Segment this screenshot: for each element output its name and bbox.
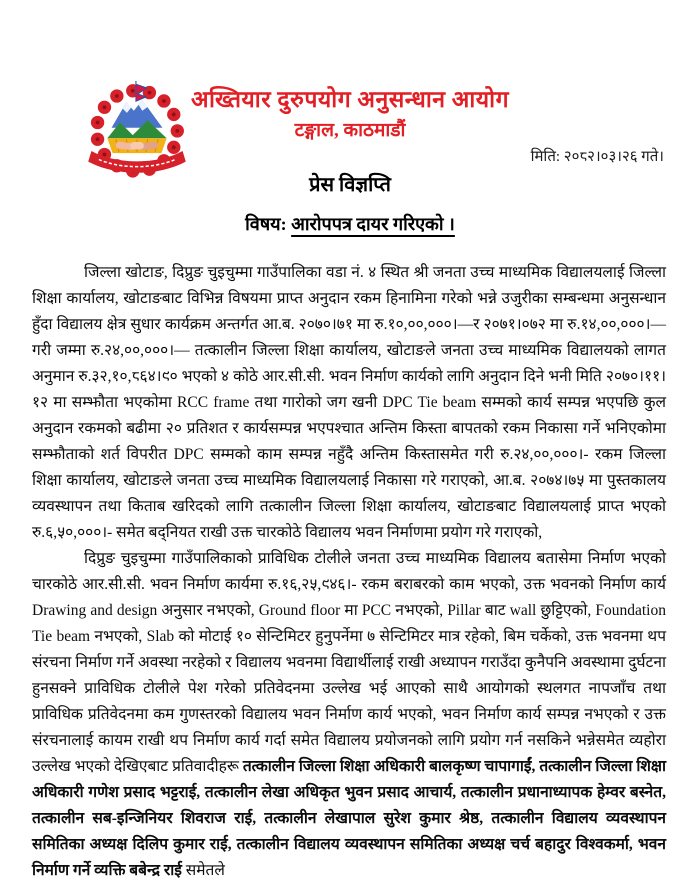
date-line: मिति: २०८२।०३।२६ गते। bbox=[530, 149, 664, 165]
press-release-title: प्रेस विज्ञप्ति bbox=[309, 174, 391, 196]
paragraph-1: जिल्ला खोटाङ, दिप्रुङ चुइचुम्मा गाउँपालिका वडा नं. ४ स्थित श्री जनता उच्च माध्यमिक विद्यालयलाई जिल्ला शिक्षा कार्यालय, खोटाङबाट विभिन्न विषयमा प्राप्त अनुदान रकम हिनामिना गरेको भन्ने उजुरीका सम्बन्धमा अनुसन्धान हुँदा विद्यालय क्षेत्र सुधार कार्यक्रम अन्तर्गत आ.ब. २०७०।७१ मा रु.१०,००,०००।—र २०७१।०७२ मा रु.१४,००,०००।— गरी जम्मा रु.२४,००,०००।— तत्कालीन जिल्ला शिक्षा कार्यालय, खोटाङले जनता उच्च माध्यमिक विद्यालयको लागत अनुमान रु.३२,१०,८६४।९० भएको ४ कोठे आर.सी.सी. भवन निर्माण कार्यको लागि अनुदान दिने भनी मिति २०७०।११।१२ मा सम्झौता भएकोमा RCC frame तथा गारोको जग खनी DPC Tie beam सम्मको कार्य सम्पन्न भएपछि कुल अनुदान रकमको बढीमा २० प्रतिशत र कार्यसम्पन्न भएपश्चात अन्तिम किस्ता बापतको रकम निकासा गर्ने भनिएकोमा सम्झौताको शर्त विपरीत DPC सम्मको काम सम्पन्न नहुँदै अन्तिम किस्तासमेत गरी रु.२४,००,०००।- रकम जिल्ला शिक्षा कार्यालय, खोटाङले जनता उच्च माध्यमिक विद्यालयलाई निकासा गरे गराएको, आ.ब. २०७४।७५ मा पुस्तकालय व्यवस्थापन तथा किताब खरिदको लागि तत्कालीन जिल्ला शिक्षा कार्यालय, खोटाङबाट विद्यालयलाई प्राप्त भएको रु.६,५०,०००।- समेत बद्नियत राखी उक्त चारकोठे विद्यालय भवन निर्माणमा प्रयोग गरे गराएको, bbox=[32, 264, 666, 541]
paragraph-2-tail: समेतले bbox=[181, 862, 225, 879]
subject-line bbox=[0, 212, 700, 236]
accused-names-bold: तत्कालीन जिल्ला शिक्षा अधिकारी बालकृष्ण चापागाईं, तत्कालीन जिल्ला शिक्षा अधिकारी गणेश प्रसाद भट्टराई, तत्कालीन लेखा अधिकृत भुवन प्रसाद आचार्य, तत्कालीन प्रधानाध्यापक हेम्वर बस्नेत, तत्कालीन सब-इन्जिनियर शिवराज राई, तत्कालीन लेखापाल सुरेश कुमार श्रेष्ठ, तत्कालीन विद्यालय व्यवस्थापन समितिका अध्यक्ष दिलिप कुमार राई, तत्कालीन विद्यालय व्यवस्थापन समितिका अध्यक्ष चर्च बहादुर विश्वकर्मा, भवन निर्माण गर्ने व्यक्ति बबेन्द्र राई bbox=[32, 758, 666, 879]
org-name: अख्तियार दुरुपयोग अनुसन्धान आयोग bbox=[190, 87, 510, 112]
subject-text: आरोपपत्र दायर गरिएको । bbox=[291, 214, 455, 234]
paragraph-2-lead: दिप्रुङ चुइचुम्मा गाउँपालिकाको प्राविधिक टोलीले जनता उच्च माध्यमिक विद्यालय बतासेमा निर्माण भएको चारकोठे आर.सी.सी. भवन निर्माण कार्यमा रु.१६,२५,९४६।- रकम बराबरको काम भएको, उक्त भवनको निर्माण कार्य Drawing and design अनुसार नभएको, Ground floor मा PCC नभएको, Pillar बाट wall छुट्टिएको, Foundation Tie beam नभएको, Slab को मोटाई १० सेन्टिमिटर हुनुपर्नेमा ७ सेन्टिमिटर मात्र रहेको, बिम चर्केको, उक्त भवनमा थप संरचना निर्माण गर्ने अवस्था नरहेको र विद्यालय भवनमा विद्यार्थीलाई राखी अध्यापन गराउँदा कुनैपनि अवस्थामा दुर्घटना हुनसक्ने प्राविधिक टोलीले पेश गरेको प्रतिवेदनमा उल्लेख भई आएको साथै आयोगको स्थलगत नापजाँच तथा प्राविधिक प्रतिवेदनमा कम गुणस्तरको विद्यालय भवन निर्माण कार्य भएको, भवन निर्माण कार्य सम्पन्न नभएको र उक्त संरचनालाई कायम राखी थप निर्माण कार्य गर्दा समेत विद्यालय प्रयोजनको लागि प्रयोग गर्न नसकिने भन्नेसमेत व्यहोरा उल्लेख भएको देखिएबाट प्रतिवादीहरू bbox=[32, 550, 666, 775]
document-body bbox=[32, 260, 666, 884]
subject-prefix: विषय: bbox=[245, 214, 292, 234]
paragraph-2 bbox=[32, 546, 666, 884]
org-address: टङ्गाल, काठमाडौं bbox=[294, 120, 406, 141]
